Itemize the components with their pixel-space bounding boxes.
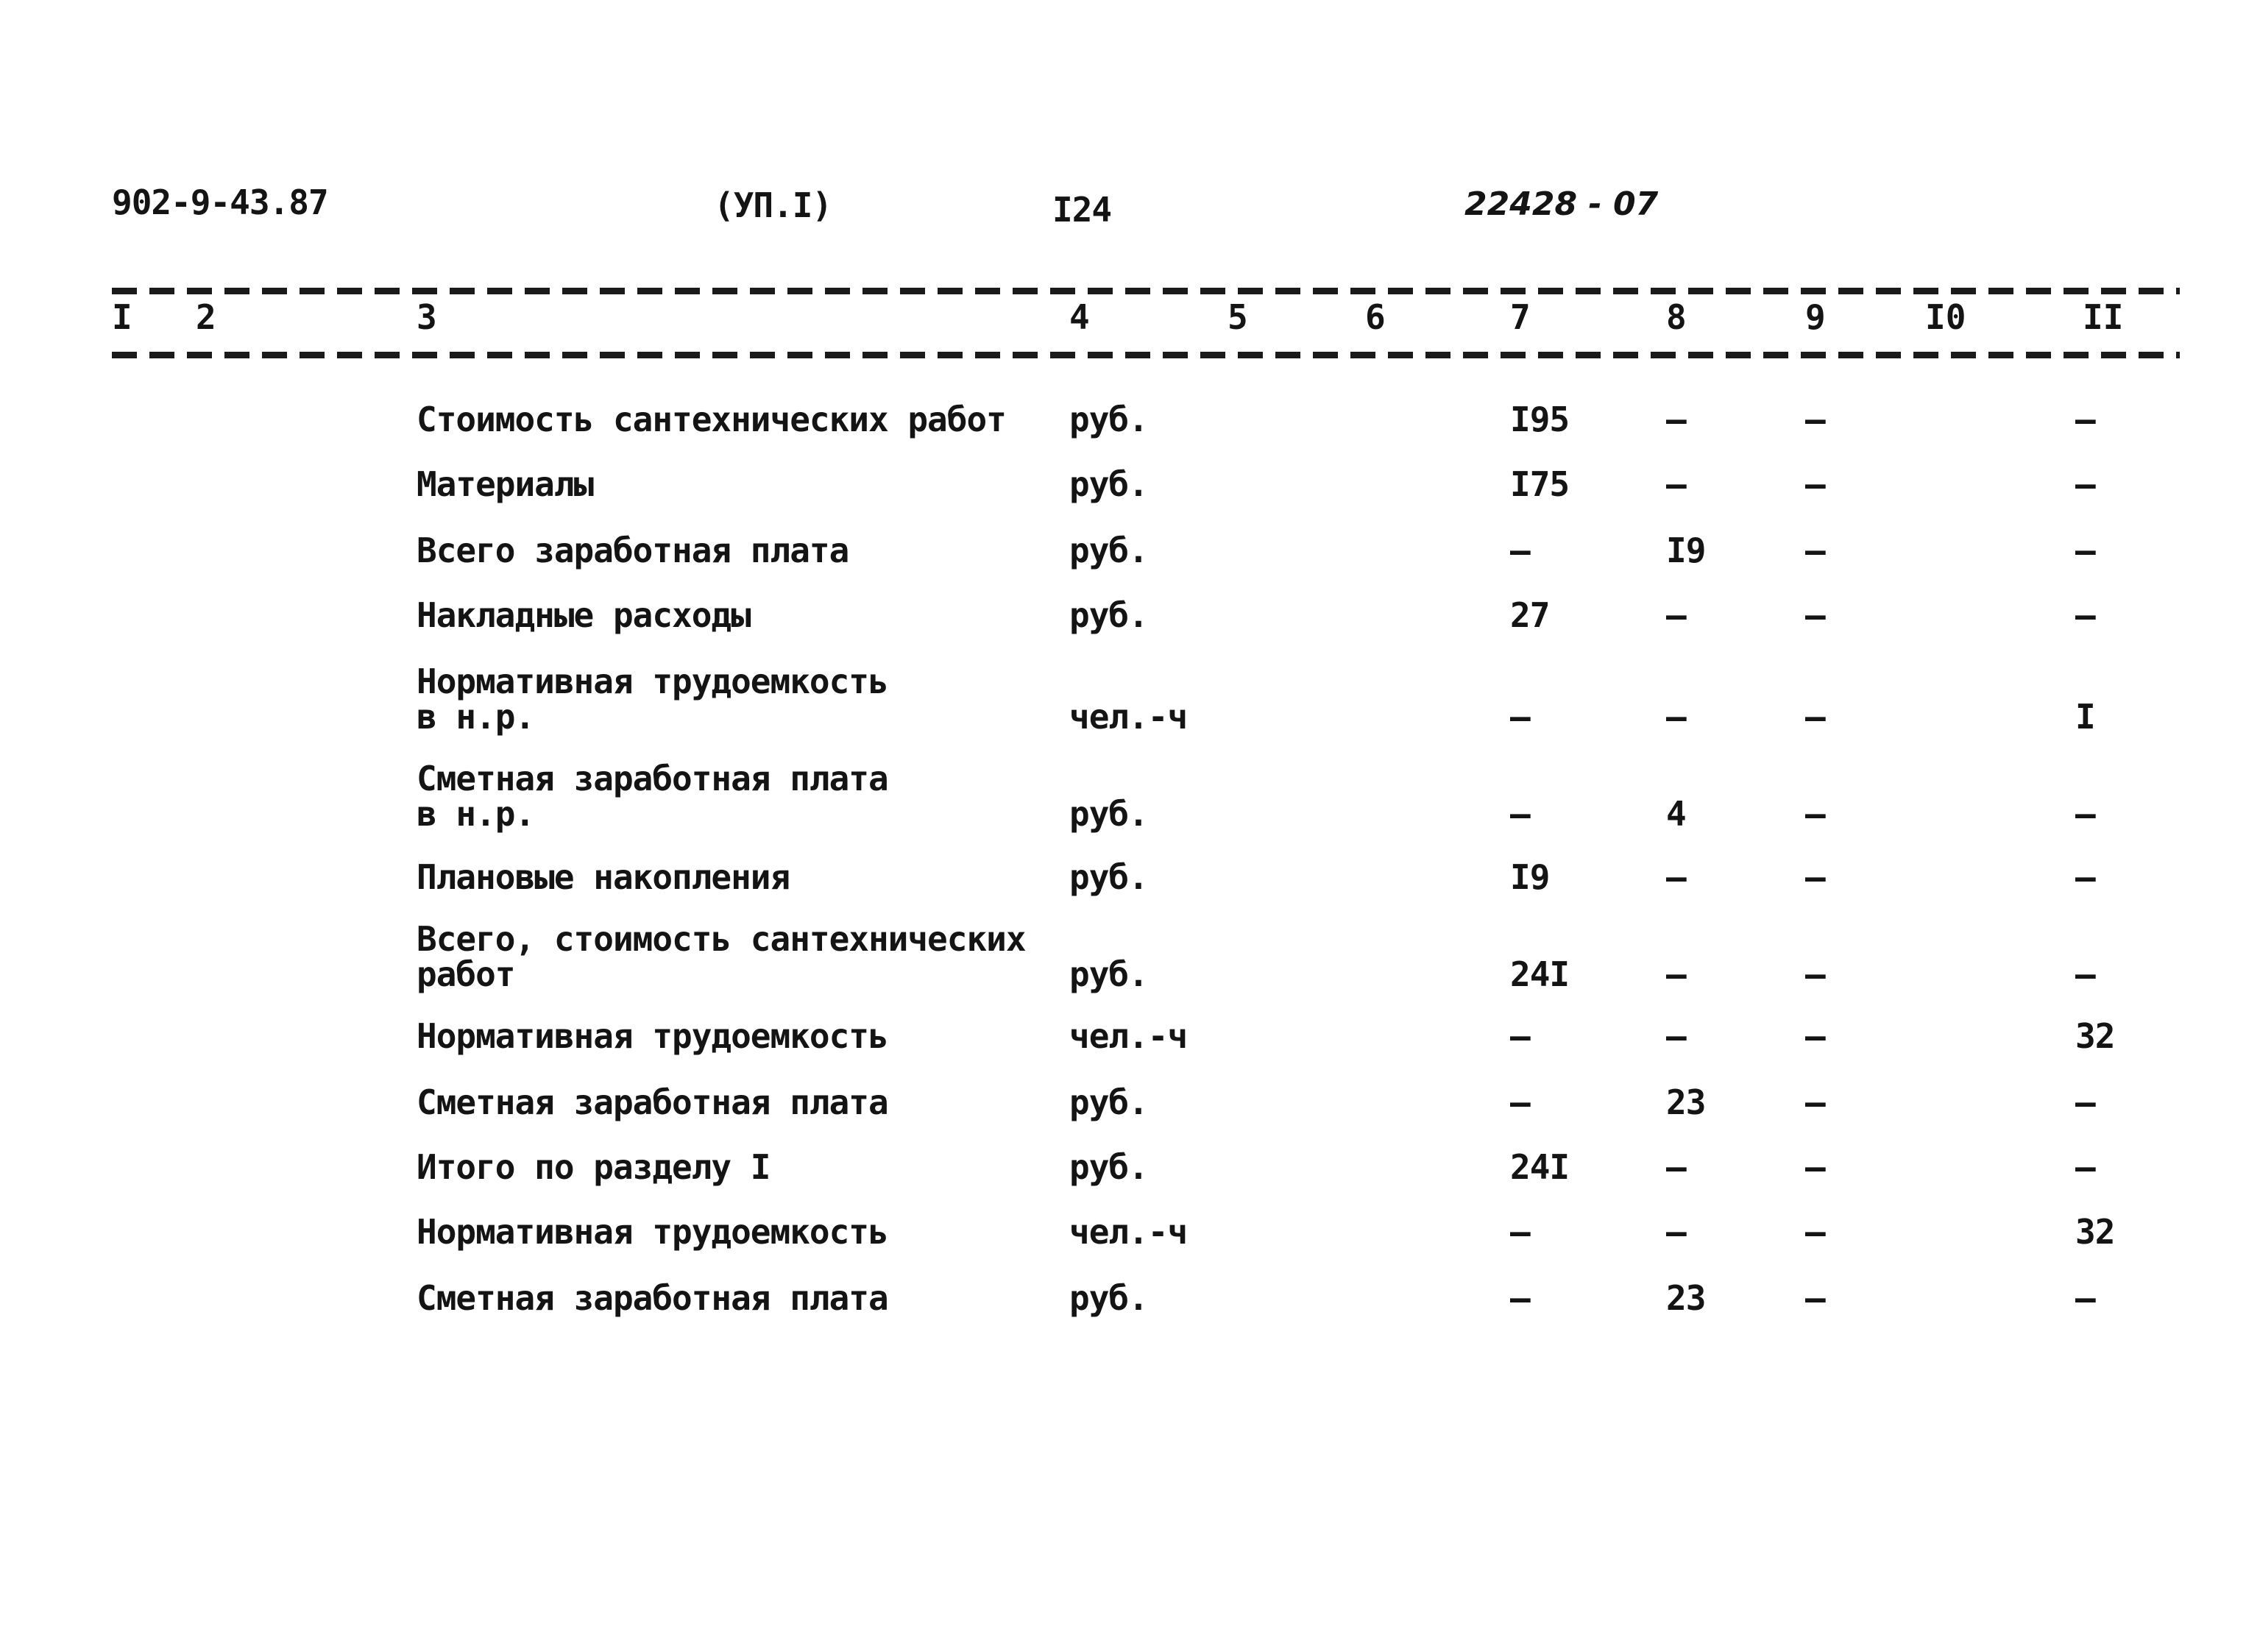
row-col8-value: 4 bbox=[1666, 794, 1686, 834]
row-col7-value: I95 bbox=[1510, 400, 1570, 439]
row-col11-value: – bbox=[2075, 1082, 2095, 1122]
row-col9-value: – bbox=[1805, 1082, 1825, 1122]
row-col8-value: – bbox=[1666, 400, 1686, 439]
col-num: 8 bbox=[1666, 297, 1687, 337]
row-col7-value: I75 bbox=[1510, 464, 1570, 504]
row-unit: руб. bbox=[1069, 1147, 1148, 1187]
row-item-name: Всего заработная плата bbox=[417, 531, 849, 570]
row-item-name: Материалы bbox=[417, 464, 594, 504]
header-rule-bottom bbox=[112, 352, 2180, 358]
row-col7-value: 24I bbox=[1510, 954, 1570, 994]
row-col7-value: I9 bbox=[1510, 857, 1550, 897]
row-col7-value: – bbox=[1510, 697, 1530, 737]
row-item-name: Нормативная трудоемкость bbox=[417, 1212, 888, 1252]
row-col9-value: – bbox=[1805, 857, 1825, 897]
row-col8-value: – bbox=[1666, 595, 1686, 635]
row-col9-value: – bbox=[1805, 697, 1825, 737]
row-col7-value: – bbox=[1510, 531, 1530, 570]
row-col11-value: – bbox=[2075, 857, 2095, 897]
row-item-name: Сметная заработная плата bbox=[417, 1278, 888, 1318]
row-item-name: Итого по разделу I bbox=[417, 1147, 771, 1187]
row-col8-value: – bbox=[1666, 857, 1686, 897]
row-unit: руб. bbox=[1069, 595, 1148, 635]
row-col9-value: – bbox=[1805, 400, 1825, 439]
row-col9-value: – bbox=[1805, 1147, 1825, 1187]
row-col7-value: – bbox=[1510, 1278, 1530, 1318]
col-num: II bbox=[2083, 297, 2124, 337]
row-col11-value: 32 bbox=[2075, 1016, 2115, 1056]
col-num: 6 bbox=[1365, 297, 1386, 337]
col-num: 4 bbox=[1069, 297, 1090, 337]
row-col9-value: – bbox=[1805, 464, 1825, 504]
row-item-name: Сметная заработная плата в н.р. bbox=[417, 759, 888, 834]
doc-code: 902-9-43.87 bbox=[112, 182, 328, 222]
col-num: I bbox=[112, 297, 132, 337]
row-unit: руб. bbox=[1069, 1082, 1148, 1122]
col-num: 2 bbox=[196, 297, 216, 337]
row-item-name: Стоимость сантехнических работ bbox=[417, 400, 1006, 439]
row-col8-value: 23 bbox=[1666, 1278, 1706, 1318]
row-col11-value: – bbox=[2075, 595, 2095, 635]
row-col11-value: – bbox=[2075, 794, 2095, 834]
row-col8-value: – bbox=[1666, 1147, 1686, 1187]
row-col9-value: – bbox=[1805, 595, 1825, 635]
row-col11-value: 32 bbox=[2075, 1212, 2115, 1252]
header-rule-top bbox=[112, 288, 2180, 294]
row-col9-value: – bbox=[1805, 794, 1825, 834]
row-unit: руб. bbox=[1069, 954, 1148, 994]
row-col8-value: – bbox=[1666, 954, 1686, 994]
col-num: I0 bbox=[1925, 297, 1966, 337]
row-col11-value: – bbox=[2075, 464, 2095, 504]
row-unit: чел.-ч bbox=[1069, 697, 1188, 737]
row-unit: руб. bbox=[1069, 857, 1148, 897]
page-number: I24 bbox=[1052, 190, 1112, 230]
row-item-name: Накладные расходы bbox=[417, 595, 751, 635]
row-col7-value: – bbox=[1510, 1082, 1530, 1122]
row-col9-value: – bbox=[1805, 1212, 1825, 1252]
row-col11-value: – bbox=[2075, 531, 2095, 570]
row-col11-value: I bbox=[2075, 697, 2095, 737]
row-col7-value: 27 bbox=[1510, 595, 1550, 635]
col-num: 9 bbox=[1805, 297, 1826, 337]
row-col9-value: – bbox=[1805, 1016, 1825, 1056]
row-unit: руб. bbox=[1069, 400, 1148, 439]
row-unit: чел.-ч bbox=[1069, 1016, 1188, 1056]
row-col8-value: – bbox=[1666, 697, 1686, 737]
row-col7-value: – bbox=[1510, 1016, 1530, 1056]
row-col11-value: – bbox=[2075, 1147, 2095, 1187]
row-col11-value: – bbox=[2075, 400, 2095, 439]
row-unit: руб. bbox=[1069, 794, 1148, 834]
section-number: (УП.I) bbox=[714, 185, 832, 225]
row-col7-value: 24I bbox=[1510, 1147, 1570, 1187]
row-col7-value: – bbox=[1510, 794, 1530, 834]
row-col11-value: – bbox=[2075, 954, 2095, 994]
row-col8-value: – bbox=[1666, 1212, 1686, 1252]
row-item-name: Нормативная трудоемкость bbox=[417, 1016, 888, 1056]
row-item-name: Нормативная трудоемкость в н.р. bbox=[417, 662, 888, 737]
row-col9-value: – bbox=[1805, 531, 1825, 570]
col-num: 7 bbox=[1510, 297, 1531, 337]
row-unit: руб. bbox=[1069, 531, 1148, 570]
row-col9-value: – bbox=[1805, 1278, 1825, 1318]
inventory-stamp: 22428 - 07 bbox=[1464, 185, 1659, 223]
col-num: 3 bbox=[417, 297, 437, 337]
row-col7-value: – bbox=[1510, 1212, 1530, 1252]
row-col8-value: 23 bbox=[1666, 1082, 1706, 1122]
row-col8-value: – bbox=[1666, 1016, 1686, 1056]
row-unit: руб. bbox=[1069, 1278, 1148, 1318]
row-item-name: Сметная заработная плата bbox=[417, 1082, 888, 1122]
row-col11-value: – bbox=[2075, 1278, 2095, 1318]
row-col9-value: – bbox=[1805, 954, 1825, 994]
row-unit: руб. bbox=[1069, 464, 1148, 504]
col-num: 5 bbox=[1228, 297, 1248, 337]
row-col8-value: I9 bbox=[1666, 531, 1706, 570]
row-col8-value: – bbox=[1666, 464, 1686, 504]
row-item-name: Всего, стоимость сантехнических работ bbox=[417, 919, 1026, 994]
row-item-name: Плановые накопления bbox=[417, 857, 790, 897]
row-unit: чел.-ч bbox=[1069, 1212, 1188, 1252]
